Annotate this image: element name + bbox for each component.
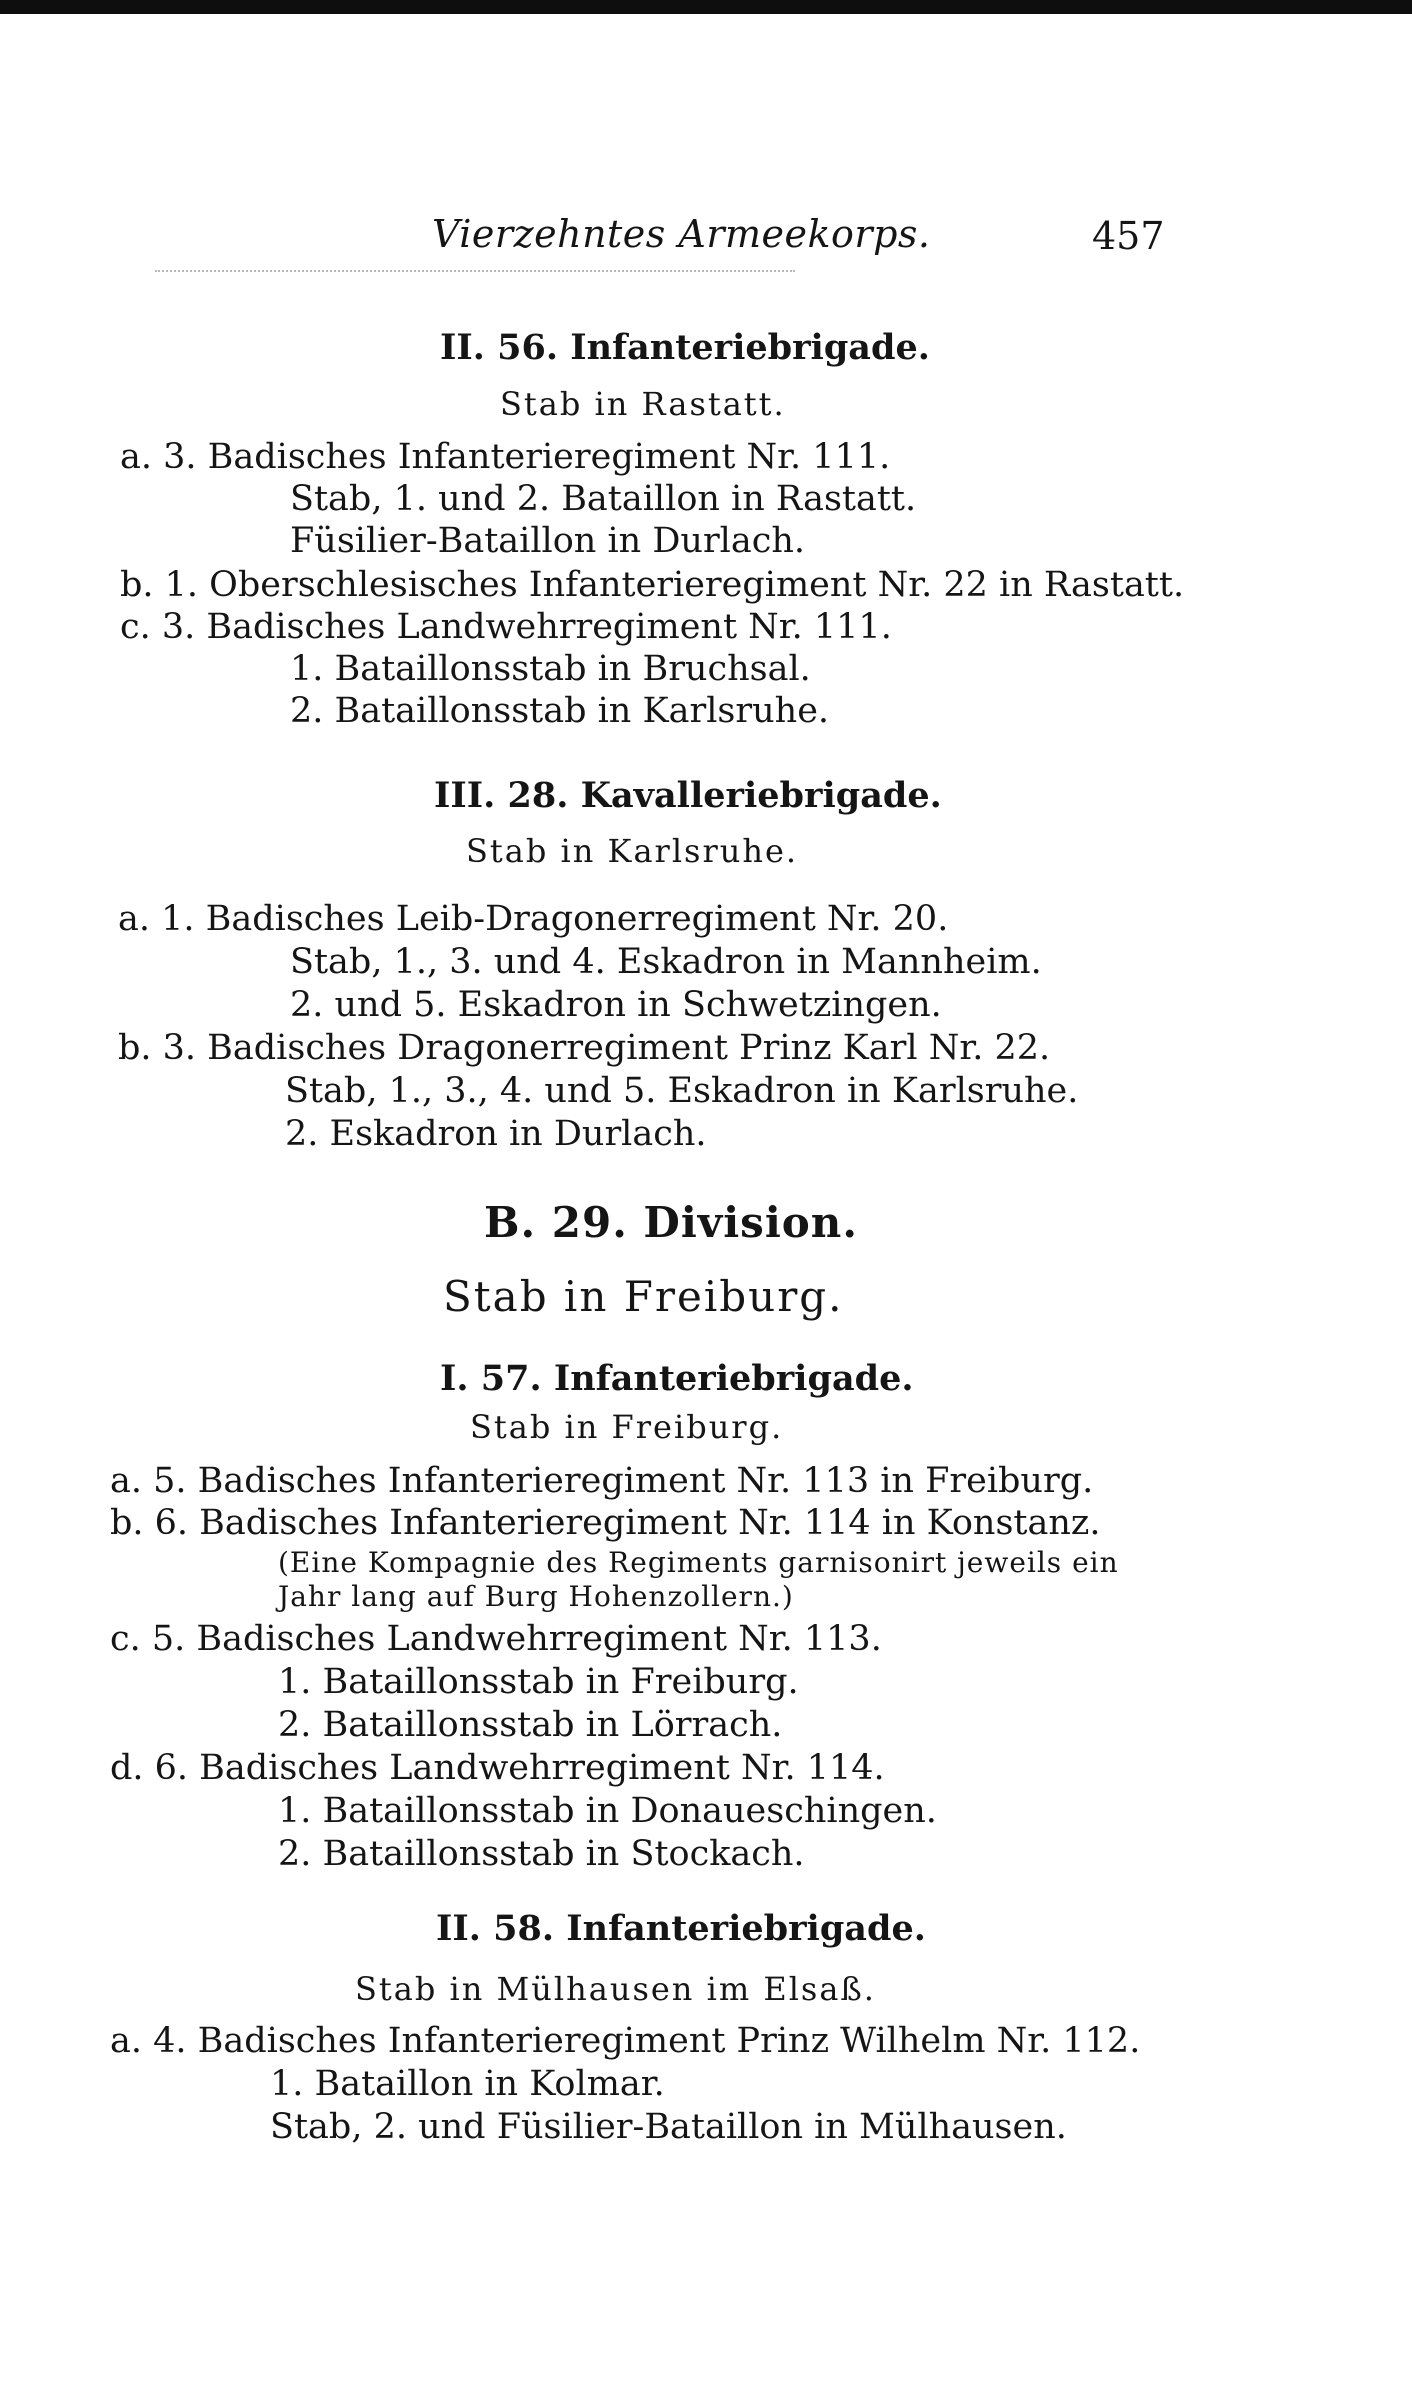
footnote-line: (Eine Kompagnie des Regiments garnisonirt jeweils ein	[278, 1546, 1119, 1579]
regiment-entry: a. 4. Badisches Infanterieregiment Prinz Wilhelm Nr. 112.	[110, 2021, 1141, 2061]
garrison-line: Stab, 1., 3., 4. und 5. Eskadron in Karlsruhe.	[285, 1071, 1079, 1111]
garrison-line: Stab, 1. und 2. Bataillon in Rastatt.	[290, 479, 917, 519]
regiment-entry: b. 3. Badisches Dragonerregiment Prinz Karl Nr. 22.	[118, 1028, 1051, 1068]
garrison-line: 1. Bataillonsstab in Freiburg.	[278, 1662, 799, 1702]
garrison-line: 2. Bataillonsstab in Stockach.	[278, 1834, 805, 1874]
garrison-line: 2. und 5. Eskadron in Schwetzingen.	[290, 985, 942, 1025]
garrison-line: 1. Bataillon in Kolmar.	[270, 2064, 665, 2104]
regiment-entry: b. 6. Badisches Infanterieregiment Nr. 114 in Konstanz.	[110, 1503, 1101, 1543]
brigade-seat: Stab in Mülhausen im Elsaß.	[355, 1970, 876, 2008]
garrison-line: Füsilier-Bataillon in Durlach.	[290, 521, 806, 561]
division-heading: B. 29. Division.	[484, 1198, 858, 1247]
garrison-line: Stab, 1., 3. und 4. Eskadron in Mannheim.	[290, 942, 1042, 982]
division-seat: Stab in Freiburg.	[443, 1272, 844, 1321]
brigade-heading: II. 56. Infanteriebrigade.	[440, 327, 930, 368]
brigade-seat: Stab in Rastatt.	[500, 385, 786, 423]
regiment-entry: a. 1. Badisches Leib-Dragonerregiment Nr. 20.	[118, 899, 949, 939]
regiment-entry: a. 5. Badisches Infanterieregiment Nr. 113 in Freiburg.	[110, 1461, 1094, 1501]
garrison-line: 1. Bataillonsstab in Donaueschingen.	[278, 1791, 937, 1831]
regiment-entry: a. 3. Badisches Infanterieregiment Nr. 111.	[120, 437, 891, 477]
regiment-entry: c. 3. Badisches Landwehrregiment Nr. 111.	[120, 607, 892, 647]
brigade-heading: III. 28. Kavalleriebrigade.	[434, 775, 942, 816]
garrison-line: 1. Bataillonsstab in Bruchsal.	[290, 649, 811, 689]
regiment-entry: c. 5. Badisches Landwehrregiment Nr. 113.	[110, 1619, 882, 1659]
brigade-seat: Stab in Karlsruhe.	[466, 832, 799, 870]
page-number: 457	[1092, 214, 1165, 258]
brigade-heading: II. 58. Infanteriebrigade.	[436, 1908, 926, 1949]
garrison-line: 2. Bataillonsstab in Karlsruhe.	[290, 691, 830, 731]
garrison-line: 2. Bataillonsstab in Lörrach.	[278, 1705, 783, 1745]
header-rule	[155, 270, 795, 272]
brigade-seat: Stab in Freiburg.	[470, 1408, 784, 1446]
regiment-entry: b. 1. Oberschlesisches Infanterieregiment Nr. 22 in Rastatt.	[120, 565, 1185, 605]
regiment-entry: d. 6. Badisches Landwehrregiment Nr. 114.	[110, 1748, 885, 1788]
garrison-line: 2. Eskadron in Durlach.	[285, 1114, 707, 1154]
garrison-line: Stab, 2. und Füsilier-Bataillon in Mülhausen.	[270, 2107, 1067, 2147]
brigade-heading: I. 57. Infanteriebrigade.	[440, 1358, 914, 1399]
running-head: Vierzehntes Armeekorps.	[432, 212, 931, 256]
footnote-line: Jahr lang auf Burg Hohenzollern.)	[278, 1580, 794, 1613]
